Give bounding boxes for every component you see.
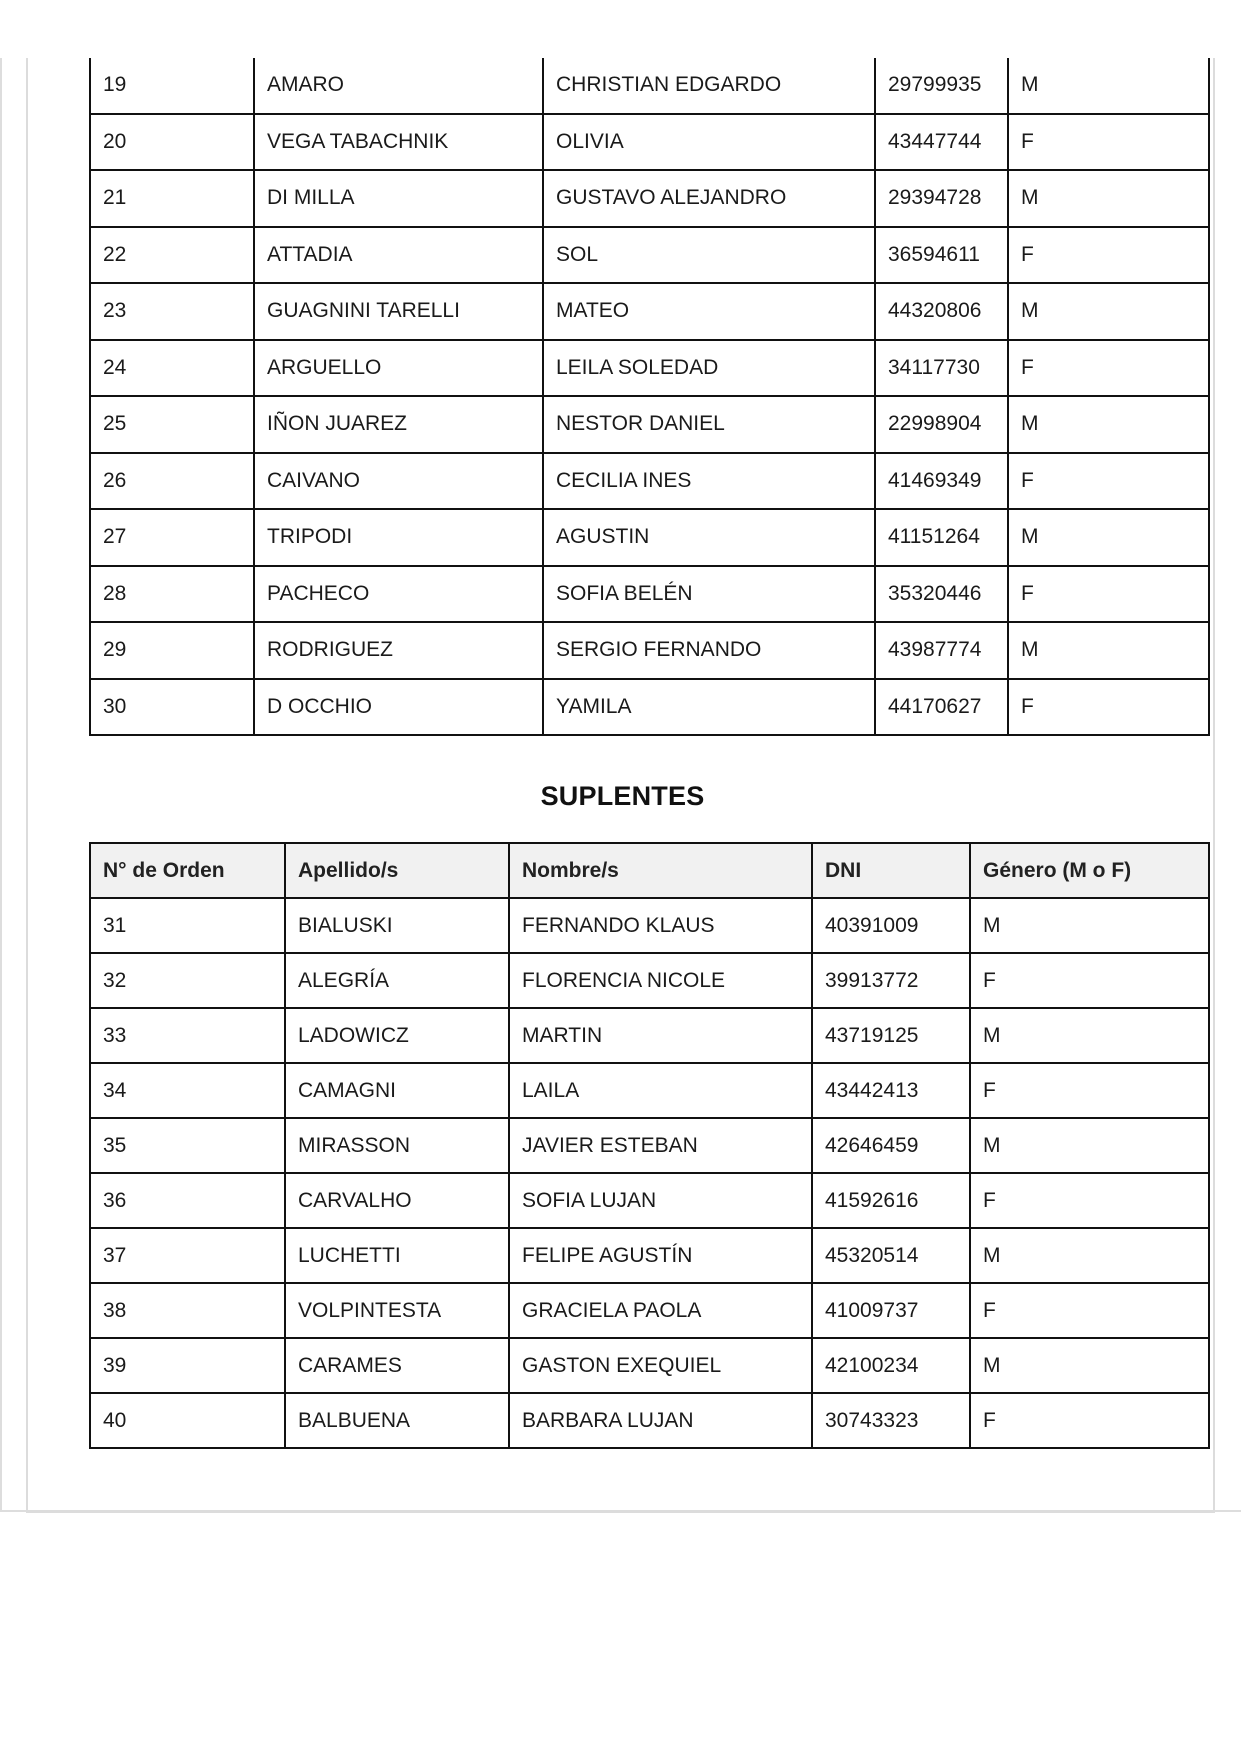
cell-nombre: LAILA <box>509 1063 812 1118</box>
cell-orden: 19 <box>90 58 254 114</box>
cell-apellido: CARVALHO <box>285 1173 509 1228</box>
cell-apellido: DI MILLA <box>254 170 543 227</box>
cell-nombre: AGUSTIN <box>543 509 875 566</box>
cell-nombre: JAVIER ESTEBAN <box>509 1118 812 1173</box>
cell-apellido: TRIPODI <box>254 509 543 566</box>
cell-apellido: GUAGNINI TARELLI <box>254 283 543 340</box>
cell-nombre: GASTON EXEQUIEL <box>509 1338 812 1393</box>
cell-genero: F <box>1008 679 1209 736</box>
table-row <box>90 453 1209 510</box>
cell-apellido: ARGUELLO <box>254 340 543 397</box>
cell-nombre: GRACIELA PAOLA <box>509 1283 812 1338</box>
table-row <box>90 114 1209 171</box>
cell-genero: F <box>970 1283 1209 1338</box>
table-row <box>90 58 1209 114</box>
cell-apellido: LUCHETTI <box>285 1228 509 1283</box>
cell-apellido: IÑON JUAREZ <box>254 396 543 453</box>
cell-genero: F <box>970 1393 1209 1448</box>
table-row <box>90 1338 1209 1393</box>
cell-genero: M <box>970 898 1209 953</box>
cell-dni: 42646459 <box>812 1118 970 1173</box>
cell-dni: 42100234 <box>812 1338 970 1393</box>
header-nombre: Nombre/s <box>509 843 812 898</box>
table-row <box>90 566 1209 623</box>
cell-genero: M <box>970 1228 1209 1283</box>
cell-dni: 43442413 <box>812 1063 970 1118</box>
cell-nombre: YAMILA <box>543 679 875 736</box>
cell-orden: 37 <box>90 1228 285 1283</box>
cell-apellido: BALBUENA <box>285 1393 509 1448</box>
cell-dni: 39913772 <box>812 953 970 1008</box>
cell-dni: 29799935 <box>875 58 1008 114</box>
header-dni: DNI <box>812 843 970 898</box>
table-row <box>90 340 1209 397</box>
cell-apellido: CAIVANO <box>254 453 543 510</box>
cell-dni: 29394728 <box>875 170 1008 227</box>
cell-nombre: MATEO <box>543 283 875 340</box>
cell-orden: 32 <box>90 953 285 1008</box>
cell-apellido: VOLPINTESTA <box>285 1283 509 1338</box>
table-row <box>90 1008 1209 1063</box>
cell-nombre: SOFIA LUJAN <box>509 1173 812 1228</box>
table-header-row <box>90 843 1209 898</box>
cell-orden: 33 <box>90 1008 285 1063</box>
cell-dni: 41592616 <box>812 1173 970 1228</box>
table-row <box>90 679 1209 736</box>
titulares-table <box>89 58 1210 736</box>
section-title-suplentes: SUPLENTES <box>540 781 705 811</box>
cell-genero: M <box>1008 622 1209 679</box>
table-row <box>90 1393 1209 1448</box>
document-page <box>26 58 1215 1513</box>
cell-apellido: CARAMES <box>285 1338 509 1393</box>
cell-dni: 43987774 <box>875 622 1008 679</box>
cell-genero: M <box>1008 58 1209 114</box>
cell-nombre: LEILA SOLEDAD <box>543 340 875 397</box>
cell-nombre: SOL <box>543 227 875 284</box>
cell-genero: F <box>1008 453 1209 510</box>
header-orden: N° de Orden <box>90 843 285 898</box>
table-row <box>90 1283 1209 1338</box>
cell-orden: 30 <box>90 679 254 736</box>
cell-dni: 43447744 <box>875 114 1008 171</box>
table-row <box>90 1063 1209 1118</box>
cell-genero: F <box>970 953 1209 1008</box>
table-row <box>90 509 1209 566</box>
cell-apellido: MIRASSON <box>285 1118 509 1173</box>
table-row <box>90 1118 1209 1173</box>
header-genero: Género (M o F) <box>970 843 1209 898</box>
cell-genero: M <box>970 1338 1209 1393</box>
cell-apellido: BIALUSKI <box>285 898 509 953</box>
table-row <box>90 622 1209 679</box>
cell-orden: 39 <box>90 1338 285 1393</box>
cell-dni: 41009737 <box>812 1283 970 1338</box>
cell-orden: 36 <box>90 1173 285 1228</box>
cell-genero: M <box>970 1118 1209 1173</box>
cell-nombre: FERNANDO KLAUS <box>509 898 812 953</box>
cell-orden: 25 <box>90 396 254 453</box>
table-row <box>90 1228 1209 1283</box>
titulares-table-body <box>90 58 1209 735</box>
cell-nombre: CHRISTIAN EDGARDO <box>543 58 875 114</box>
cell-genero: M <box>1008 396 1209 453</box>
cell-dni: 41151264 <box>875 509 1008 566</box>
cell-apellido: LADOWICZ <box>285 1008 509 1063</box>
cell-dni: 22998904 <box>875 396 1008 453</box>
suplentes-table <box>89 842 1210 1449</box>
cell-orden: 26 <box>90 453 254 510</box>
cell-dni: 30743323 <box>812 1393 970 1448</box>
cell-nombre: SERGIO FERNANDO <box>543 622 875 679</box>
cell-genero: F <box>1008 227 1209 284</box>
table-row <box>90 953 1209 1008</box>
cell-dni: 35320446 <box>875 566 1008 623</box>
cell-orden: 28 <box>90 566 254 623</box>
cell-orden: 27 <box>90 509 254 566</box>
cell-orden: 23 <box>90 283 254 340</box>
cell-orden: 35 <box>90 1118 285 1173</box>
cell-nombre: FLORENCIA NICOLE <box>509 953 812 1008</box>
cell-genero: F <box>970 1173 1209 1228</box>
cell-apellido: RODRIGUEZ <box>254 622 543 679</box>
cell-genero: M <box>1008 283 1209 340</box>
cell-orden: 40 <box>90 1393 285 1448</box>
cell-dni: 40391009 <box>812 898 970 953</box>
suplentes-table-body <box>90 898 1209 1448</box>
cell-nombre: CECILIA INES <box>543 453 875 510</box>
cell-apellido: PACHECO <box>254 566 543 623</box>
cell-apellido: CAMAGNI <box>285 1063 509 1118</box>
cell-orden: 38 <box>90 1283 285 1338</box>
cell-orden: 31 <box>90 898 285 953</box>
cell-dni: 34117730 <box>875 340 1008 397</box>
cell-orden: 22 <box>90 227 254 284</box>
cell-genero: M <box>970 1008 1209 1063</box>
table-row <box>90 227 1209 284</box>
cell-orden: 20 <box>90 114 254 171</box>
cell-genero: M <box>1008 509 1209 566</box>
cell-orden: 24 <box>90 340 254 397</box>
cell-orden: 34 <box>90 1063 285 1118</box>
cell-dni: 41469349 <box>875 453 1008 510</box>
cell-genero: F <box>1008 566 1209 623</box>
cell-nombre: OLIVIA <box>543 114 875 171</box>
header-apellido: Apellido/s <box>285 843 509 898</box>
cell-dni: 44320806 <box>875 283 1008 340</box>
cell-genero: F <box>1008 340 1209 397</box>
cell-nombre: BARBARA LUJAN <box>509 1393 812 1448</box>
cell-nombre: NESTOR DANIEL <box>543 396 875 453</box>
cell-nombre: SOFIA BELÉN <box>543 566 875 623</box>
cell-orden: 21 <box>90 170 254 227</box>
cell-dni: 45320514 <box>812 1228 970 1283</box>
cell-nombre: FELIPE AGUSTÍN <box>509 1228 812 1283</box>
cell-apellido: AMARO <box>254 58 543 114</box>
cell-apellido: ATTADIA <box>254 227 543 284</box>
cell-orden: 29 <box>90 622 254 679</box>
cell-nombre: MARTIN <box>509 1008 812 1063</box>
cell-apellido: D OCCHIO <box>254 679 543 736</box>
cell-dni: 43719125 <box>812 1008 970 1063</box>
cell-dni: 36594611 <box>875 227 1008 284</box>
table-row <box>90 1173 1209 1228</box>
cell-genero: M <box>1008 170 1209 227</box>
table-row <box>90 396 1209 453</box>
cell-apellido: VEGA TABACHNIK <box>254 114 543 171</box>
table-row <box>90 898 1209 953</box>
cell-genero: F <box>1008 114 1209 171</box>
cell-nombre: GUSTAVO ALEJANDRO <box>543 170 875 227</box>
cell-dni: 44170627 <box>875 679 1008 736</box>
table-row <box>90 283 1209 340</box>
cell-genero: F <box>970 1063 1209 1118</box>
table-row <box>90 170 1209 227</box>
cell-apellido: ALEGRÍA <box>285 953 509 1008</box>
